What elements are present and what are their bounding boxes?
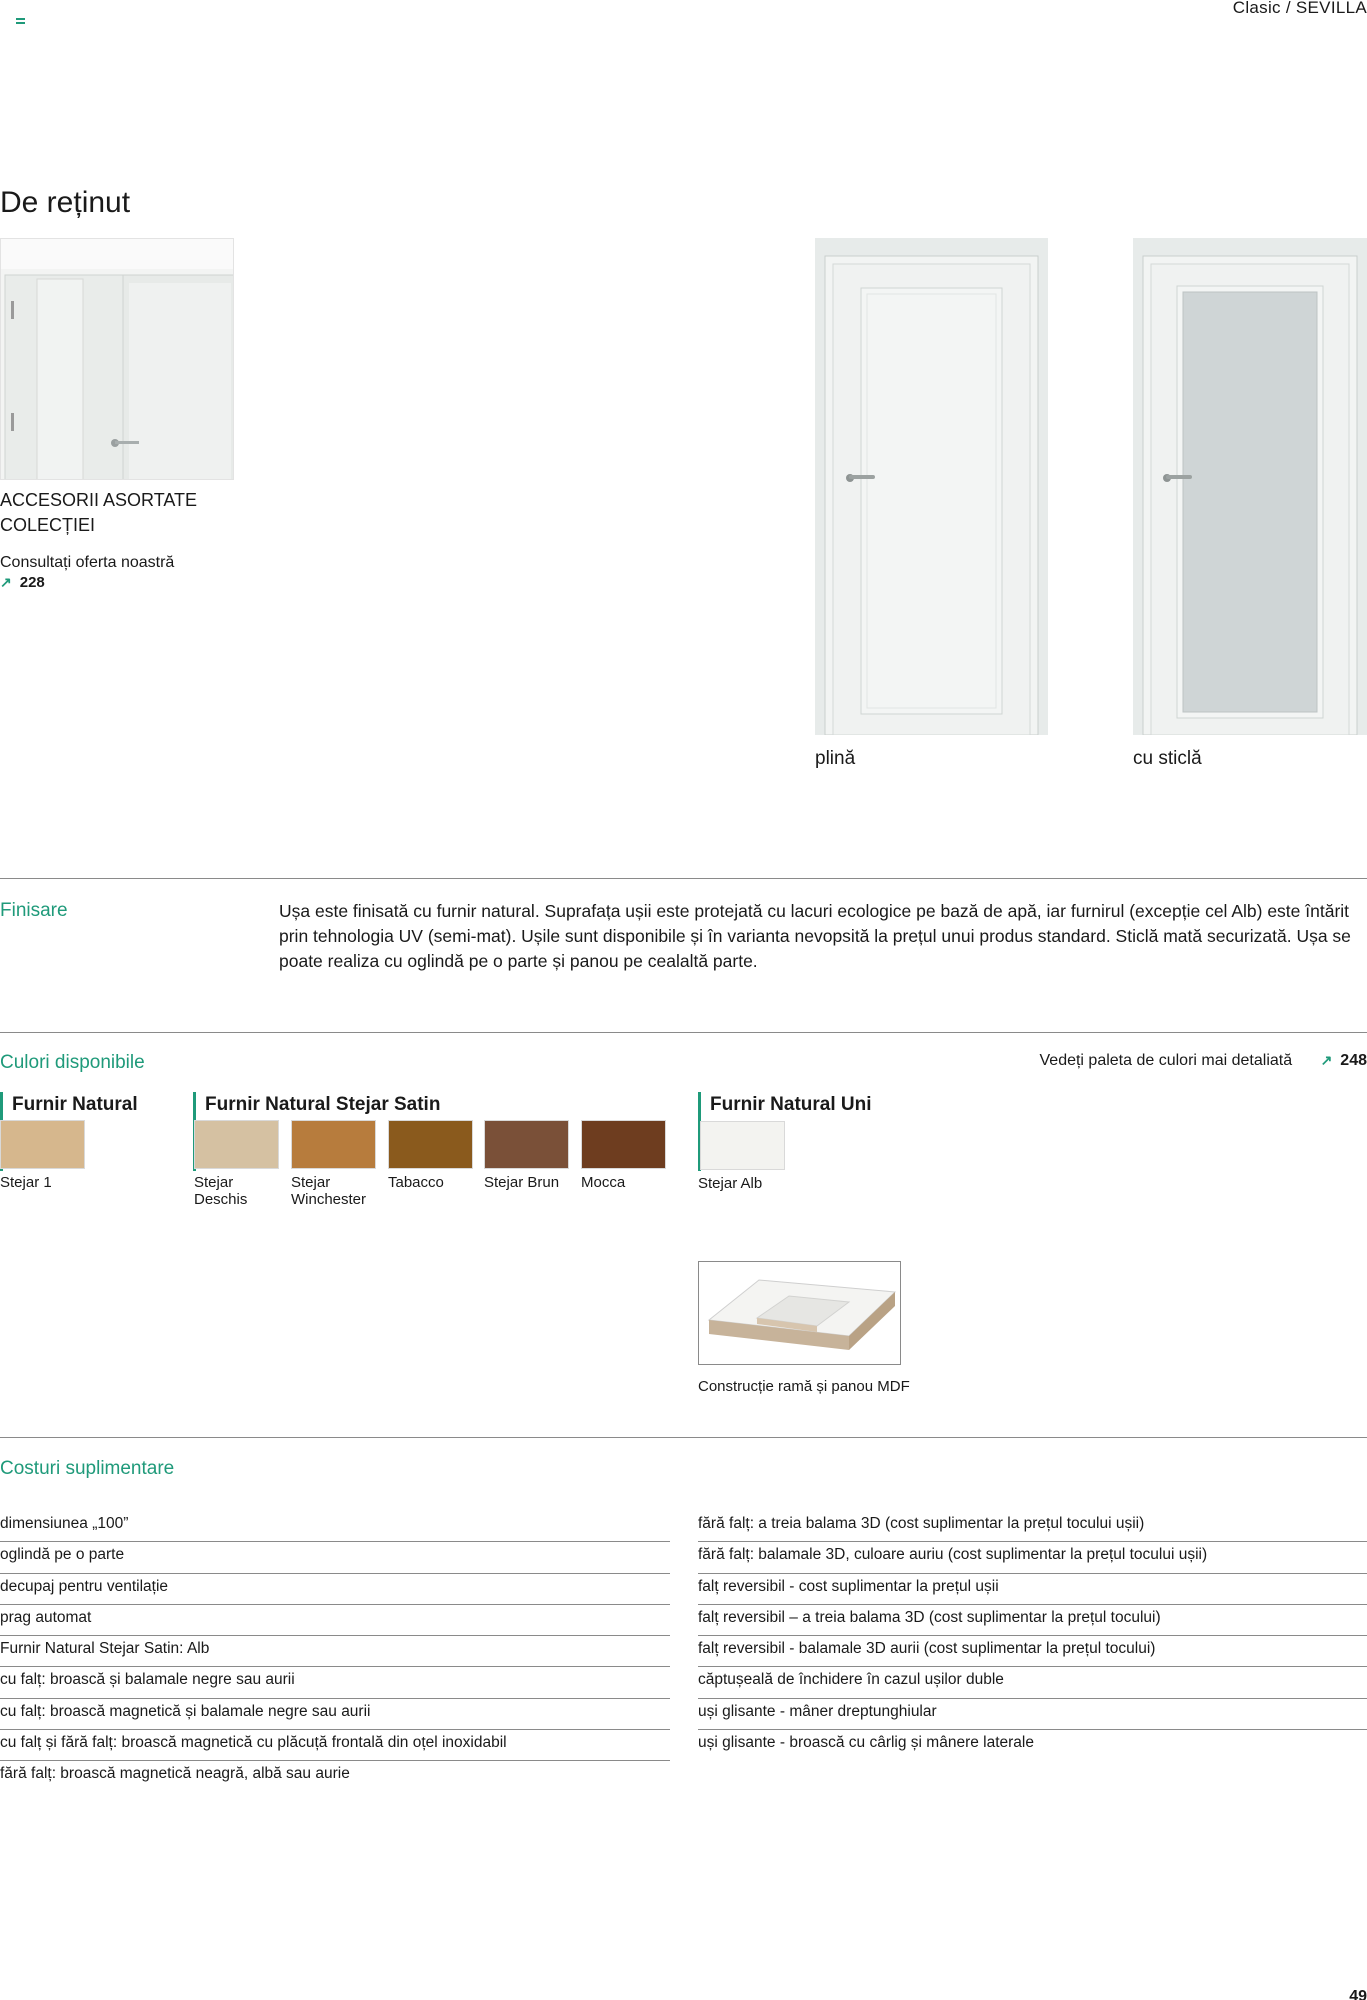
page-number: 49 bbox=[1349, 1988, 1367, 2000]
divider bbox=[0, 878, 1367, 879]
finishing-title: Finisare bbox=[0, 900, 68, 921]
list-item: uși glisante - broască cu cârlig și mânere laterale bbox=[698, 1734, 1034, 1752]
menu-icon[interactable] bbox=[16, 18, 25, 24]
list-item: falț reversibil – a treia balama 3D (cost suplimentar la prețul tocului) bbox=[698, 1605, 1367, 1636]
list-item: fără falț: broască magnetică neagră, albă sau aurie bbox=[0, 1765, 350, 1783]
list-item: decupaj pentru ventilație bbox=[0, 1574, 670, 1605]
costs-title: Costuri suplimentare bbox=[0, 1458, 175, 1479]
color-swatch[interactable] bbox=[194, 1120, 279, 1169]
list-item: falț reversibil - balamale 3D aurii (cost suplimentar la prețul tocului) bbox=[698, 1636, 1367, 1667]
door-glass-image bbox=[1133, 238, 1367, 735]
list-item: falț reversibil - cost suplimentar la prețul ușii bbox=[698, 1574, 1367, 1605]
arrow-up-right-icon: ↗ bbox=[1320, 1052, 1333, 1068]
list-item: uși glisante - mâner dreptunghiular bbox=[698, 1699, 1367, 1730]
color-swatch-label: Stejar Winchester bbox=[291, 1174, 367, 1208]
door-plain-label: plină bbox=[815, 748, 856, 769]
color-swatch[interactable] bbox=[700, 1121, 785, 1170]
construction-image bbox=[698, 1261, 901, 1365]
colors-title: Culori disponibile bbox=[0, 1052, 145, 1073]
list-item: oglindă pe o parte bbox=[0, 1542, 670, 1573]
list-item: fără falț: a treia balama 3D (cost suplimentar la prețul tocului ușii) bbox=[698, 1511, 1367, 1542]
list-item: cu falț: broască magnetică și balamale negre sau aurii bbox=[0, 1699, 670, 1730]
list-item: fără falț: balamale 3D, culoare auriu (cost suplimentar la prețul tocului ușii) bbox=[698, 1542, 1367, 1573]
color-swatch-label: Stejar Deschis bbox=[194, 1174, 248, 1208]
color-group-title: Furnir Natural Uni bbox=[698, 1092, 872, 1171]
color-swatch[interactable] bbox=[291, 1120, 376, 1169]
list-item: Furnir Natural Stejar Satin: Alb bbox=[0, 1636, 670, 1667]
list-item: căptușeală de închidere în cazul ușilor duble bbox=[698, 1667, 1367, 1698]
accessories-title: ACCESORII ASORTATE COLECȚIEI bbox=[0, 490, 198, 535]
door-glass-illustration bbox=[1133, 238, 1367, 735]
color-swatch-label: Stejar 1 bbox=[0, 1174, 52, 1191]
door-plain-image bbox=[815, 238, 1048, 735]
color-swatch[interactable] bbox=[0, 1120, 85, 1169]
color-swatch[interactable] bbox=[484, 1120, 569, 1169]
color-swatch-label: Stejar Alb bbox=[698, 1175, 763, 1192]
door-glass-label: cu sticlă bbox=[1133, 748, 1202, 769]
breadcrumb: Clasic / SEVILLA bbox=[1232, 0, 1367, 17]
color-swatch[interactable] bbox=[388, 1120, 473, 1169]
divider bbox=[0, 1032, 1367, 1033]
mdf-construction-illustration bbox=[699, 1262, 900, 1364]
color-palette-page-number: 248 bbox=[1340, 1052, 1367, 1069]
costs-list-right bbox=[698, 1511, 1367, 1761]
list-item: dimensiunea „100” bbox=[0, 1511, 670, 1542]
color-swatch-label: Stejar Brun bbox=[484, 1174, 560, 1191]
color-palette-link-text: Vedeți paleta de culori mai detaliată bbox=[1039, 1052, 1293, 1069]
finishing-text: Ușa este finisată cu furnir natural. Suprafața ușii este protejată cu lacuri ecologice pe bază de apă, iar furnirul (excepție cel Alb) este întărit prin tehnologia UV (semi-mat). Ușile sunt disponibile și în varianta nevopsită la prețul unui produs standard. Sticlă mată securizată. Ușa se poate realiza cu oglindă pe o parte și panou pe cealaltă parte. bbox=[279, 901, 1351, 971]
color-swatch[interactable] bbox=[581, 1120, 666, 1169]
accessories-text: Consultați oferta noastră bbox=[0, 554, 175, 571]
color-group-title: Furnir Natural Stejar Satin bbox=[193, 1092, 440, 1171]
list-item: cu falț: broască și balamale negre sau aurii bbox=[0, 1667, 670, 1698]
list-item: prag automat bbox=[0, 1605, 670, 1636]
door-accessories-illustration bbox=[1, 239, 234, 480]
accessories-page-link[interactable] bbox=[0, 574, 45, 591]
color-palette-link[interactable] bbox=[1040, 1052, 1367, 1070]
arrow-up-right-icon: ↗ bbox=[0, 574, 12, 590]
color-swatch-label: Tabacco bbox=[388, 1174, 444, 1191]
accessories-image bbox=[0, 238, 234, 480]
divider bbox=[0, 1437, 1367, 1438]
costs-list-left bbox=[0, 1511, 670, 1793]
accessories-page-number: 228 bbox=[19, 574, 45, 591]
color-swatch-label: Mocca bbox=[581, 1174, 626, 1191]
list-item: cu falț și fără falț: broască magnetică cu plăcuță frontală din oțel inoxidabil bbox=[0, 1730, 670, 1761]
page-title: De reținut bbox=[0, 186, 131, 219]
door-plain-illustration bbox=[815, 238, 1048, 735]
construction-caption: Construcție ramă și panou MDF bbox=[698, 1378, 910, 1395]
color-group-title: Furnir Natural bbox=[0, 1092, 138, 1171]
